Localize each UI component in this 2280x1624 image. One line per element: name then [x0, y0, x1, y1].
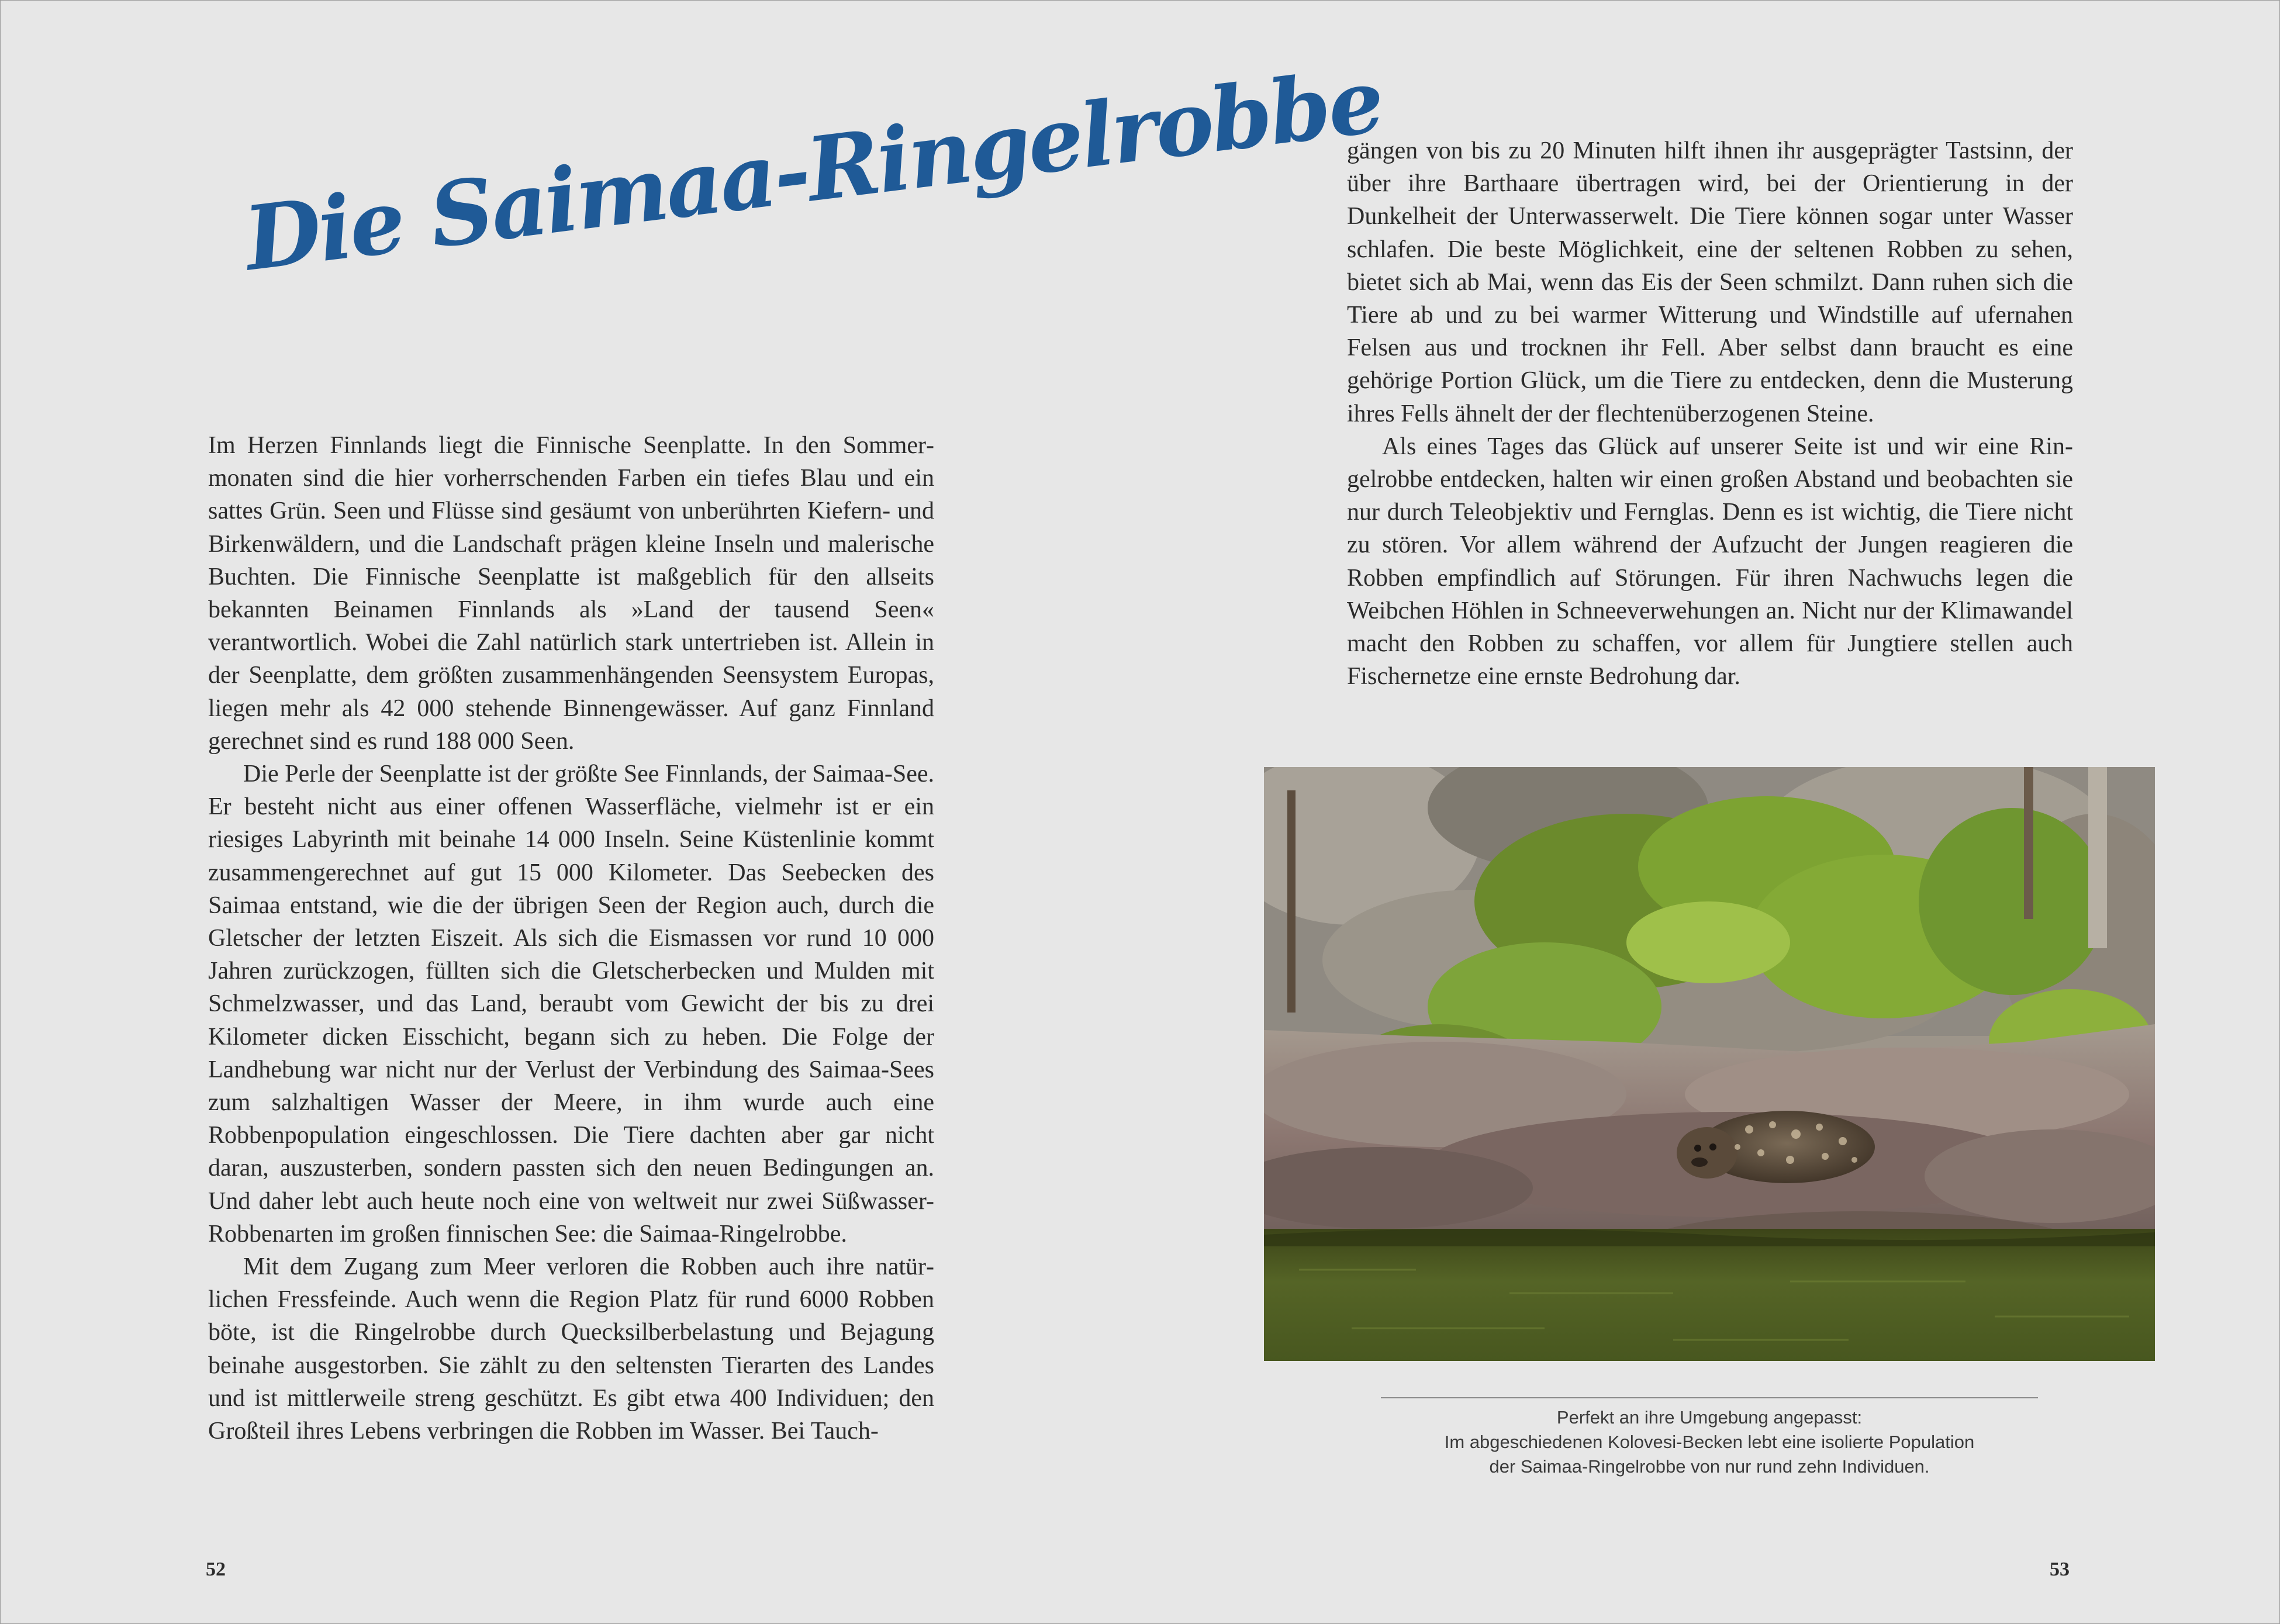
caption-line: Im abgeschiedenen Kolovesi-Becken lebt eine isolierte Population: [1444, 1432, 1975, 1452]
page-number-right: 53: [2050, 1559, 2070, 1580]
page-number-left: 52: [206, 1559, 226, 1580]
article-title: Die Saimaa-Ringelrobbe: [239, 49, 1387, 291]
body-paragraph: Die Perle der Seenplatte ist der größte See Finnlands, der Saimaa-See. Er besteht nicht aus einer offenen Wasserfläche, vielmehr ist er ein riesiges Labyrinth mit beinahe 14 000 Inseln. Seine Küstenlinie kommt zusammengerechnet auf gut 15 000 Kilometer. Das Seebecken des Saimaa entstand, wie die der übrigen Seen der Region auch, durch die Gletscher der letzten Eiszeit. Als sich die Eismassen vor rund 10 000 Jahren zurückzogen, füllten sich die Gletscherbecken und Mulden mit Schmelzwasser, und das Land, beraubt vom Gewicht der bis zu drei Kilometer dicken Eisschicht, begann sich zu heben. Die Folge der Landhebung war nicht nur der Verlust der Verbindung des Saimaa-Sees zum salzhaltigen Wasser der Meere, in ihm wurde auch eine Robbenpopulation eingeschlossen. Die Tiere dachten aber gar nicht daran, auszusterben, sondern passten sich den neuen Bedingungen an. Und daher lebt auch heute noch eine von weltweit nur zwei Süßwasser-Robbenarten im großen finnischen See: die Saimaa-Ringelrobbe.: [208, 761, 934, 1248]
caption-line: der Saimaa-Ringelrobbe von nur rund zehn Individuen.: [1489, 1456, 1930, 1477]
seal-photo: [1264, 767, 2155, 1361]
photo-caption: [1352, 1405, 2067, 1479]
caption-line: Perfekt an ihre Umgebung angepasst:: [1556, 1407, 1863, 1428]
body-paragraph: Als eines Tages das Glück auf unserer Seite ist und wir eine Ringelrobbe entdecken, halten wir einen großen Abstand und beobachten sie nur durch Teleobjektiv und Fernglas. Denn es ist wichtig, die Tiere nicht zu stören. Vor allem während der Aufzucht der Jungen reagieren die Robben empfindlich auf Störungen. Für ihren Nachwuchs legen die Weibchen Höhlen in Schneeverwehungen an. Nicht nur der Klimawandel macht den Robben zu schaffen, vor allem für Jungtiere stellen auch Fischernetze eine ernste Bedrohung dar.: [1347, 433, 2073, 690]
caption-rule: [1381, 1397, 2038, 1398]
body-paragraph: Mit dem Zugang zum Meer verloren die Robben auch ihre natürlichen Fressfeinde. Auch wenn die Region Platz für rund 6000 Robben böte, ist die Ringelrobbe durch Quecksilberbelastung und Bejagung beinahe ausgestorben. Sie zählt zu den seltensten Tierarten des Landes und ist mittlerweile streng geschützt. Es gibt etwa 400 Individuen; den Großteil ihres Lebens verbringen die Robben im Wasser. Bei Tauch-: [208, 1253, 934, 1445]
right-column: [1347, 134, 2073, 693]
body-paragraph: Im Herzen Finnlands liegt die Finnische Seenplatte. In den Sommermonaten sind die hier vorherrschenden Farben ein tiefes Blau und ein sattes Grün. Seen und Flüsse sind gesäumt von unberührten Kiefern- und Birkenwäldern, und die Landschaft prägen kleine Inseln und malerische Buchten. Die Finnische Seenplatte ist maßgeblich für den allseits bekannten Beinamen Finnlands als »Land der tausend Seen« verantwortlich. Wobei die Zahl natürlich stark untertrieben ist. Allein in der Seenplatte, dem größten zusammenhängenden Seensystem Europas, liegen mehr als 42 000 stehende Binnengewässer. Auf ganz Finnland gerechnet sind es rund 188 000 Seen.: [208, 432, 934, 755]
body-paragraph: gängen von bis zu 20 Minuten hilft ihnen ihr ausgeprägter Tastsinn, der über ihre Barthaare übertragen wird, bei der Orientierung in der Dunkelheit der Unterwasserwelt. Die Tiere können sogar unter Wasser schlafen. Die beste Möglichkeit, eine der seltenen Robben zu sehen, bietet sich ab Mai, wenn das Eis der Seen schmilzt. Dann ruhen sich die Tiere ab und zu bei warmer Witterung und Windstille auf ufernahen Felsen aus und trocknen ihr Fell. Aber selbst dann braucht es eine gehörige Portion Glück, um die Tiere zu entdecken, denn die Musterung ihres Fells ähnelt der der flechtenüberzogenen Steine.: [1347, 137, 2073, 427]
left-column: [208, 429, 934, 1447]
